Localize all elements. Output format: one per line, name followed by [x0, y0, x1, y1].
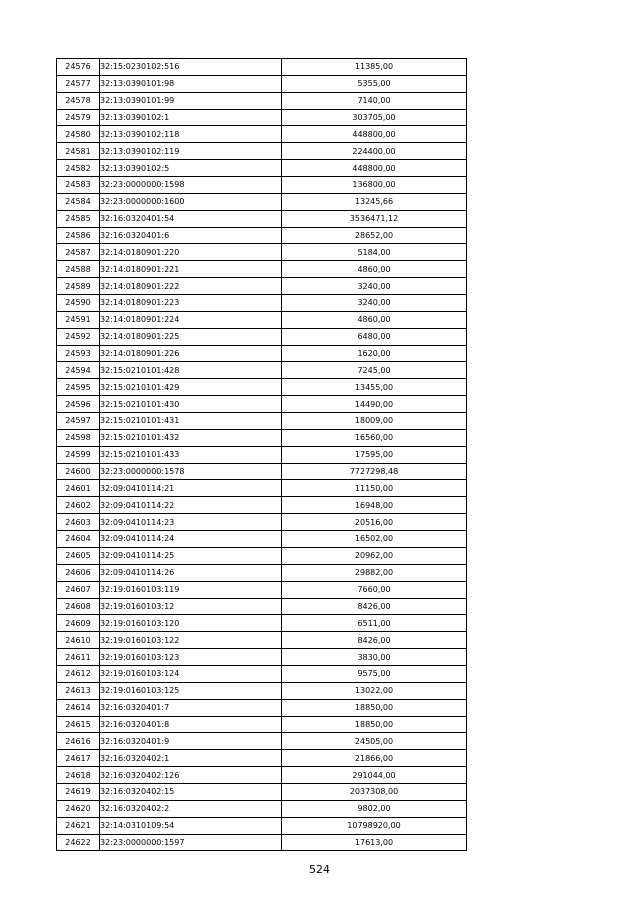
cadastral-number-cell: 32:09:0410114:21 — [100, 480, 282, 497]
table-row — [57, 767, 467, 784]
row-number-cell: 24577 — [57, 75, 100, 92]
cadastral-number-cell: 32:16:0320402:2 — [100, 800, 282, 817]
cadastral-number-cell: 32:19:0160103:12 — [100, 598, 282, 615]
cadastral-number-cell: 32:09:0410114:26 — [100, 564, 282, 581]
table-row — [57, 379, 467, 396]
table-row — [57, 109, 467, 126]
cadastral-number-cell: 32:14:0310109:54 — [100, 817, 282, 834]
cadastral-number-cell: 32:09:0410114:25 — [100, 547, 282, 564]
value-cell: 11385,00 — [282, 59, 467, 76]
row-number-cell: 24597 — [57, 413, 100, 430]
table-row — [57, 345, 467, 362]
row-number-cell: 24613 — [57, 682, 100, 699]
cadastral-number-cell: 32:19:0160103:123 — [100, 649, 282, 666]
value-cell: 24505,00 — [282, 733, 467, 750]
cadastral-number-cell: 32:15:0210101:428 — [100, 362, 282, 379]
value-cell: 16502,00 — [282, 531, 467, 548]
cadastral-number-cell: 32:15:0210101:432 — [100, 429, 282, 446]
table-row — [57, 564, 467, 581]
value-cell: 13022,00 — [282, 682, 467, 699]
value-cell: 10798920,00 — [282, 817, 467, 834]
value-cell: 303705,00 — [282, 109, 467, 126]
row-number-cell: 24610 — [57, 632, 100, 649]
table-row — [57, 92, 467, 109]
table-row — [57, 834, 467, 851]
table-row — [57, 446, 467, 463]
records-table-body — [57, 59, 467, 851]
value-cell: 3536471,12 — [282, 210, 467, 227]
table-row — [57, 649, 467, 666]
row-number-cell: 24611 — [57, 649, 100, 666]
table-row — [57, 497, 467, 514]
row-number-cell: 24617 — [57, 750, 100, 767]
table-row — [57, 750, 467, 767]
cadastral-number-cell: 32:15:0210101:430 — [100, 396, 282, 413]
value-cell: 28652,00 — [282, 227, 467, 244]
table-row — [57, 817, 467, 834]
value-cell: 6511,00 — [282, 615, 467, 632]
row-number-cell: 24600 — [57, 463, 100, 480]
value-cell: 8426,00 — [282, 598, 467, 615]
value-cell: 14490,00 — [282, 396, 467, 413]
table-row — [57, 261, 467, 278]
cadastral-number-cell: 32:19:0160103:124 — [100, 665, 282, 682]
value-cell: 5184,00 — [282, 244, 467, 261]
row-number-cell: 24584 — [57, 193, 100, 210]
row-number-cell: 24599 — [57, 446, 100, 463]
cadastral-number-cell: 32:13:0390102:119 — [100, 143, 282, 160]
row-number-cell: 24612 — [57, 665, 100, 682]
row-number-cell: 24589 — [57, 278, 100, 295]
table-row — [57, 193, 467, 210]
value-cell: 9575,00 — [282, 665, 467, 682]
value-cell: 17595,00 — [282, 446, 467, 463]
row-number-cell: 24582 — [57, 160, 100, 177]
cadastral-number-cell: 32:13:0390102:118 — [100, 126, 282, 143]
row-number-cell: 24603 — [57, 514, 100, 531]
row-number-cell: 24579 — [57, 109, 100, 126]
cadastral-number-cell: 32:14:0180901:220 — [100, 244, 282, 261]
cadastral-number-cell: 32:16:0320402:15 — [100, 783, 282, 800]
row-number-cell: 24604 — [57, 531, 100, 548]
value-cell: 1620,00 — [282, 345, 467, 362]
row-number-cell: 24602 — [57, 497, 100, 514]
cadastral-number-cell: 32:13:0390102:1 — [100, 109, 282, 126]
value-cell: 29882,00 — [282, 564, 467, 581]
value-cell: 18850,00 — [282, 699, 467, 716]
table-row — [57, 598, 467, 615]
value-cell: 18009,00 — [282, 413, 467, 430]
row-number-cell: 24598 — [57, 429, 100, 446]
value-cell: 21866,00 — [282, 750, 467, 767]
row-number-cell: 24594 — [57, 362, 100, 379]
table-row — [57, 362, 467, 379]
table-row — [57, 160, 467, 177]
cadastral-number-cell: 32:15:0210101:429 — [100, 379, 282, 396]
table-row — [57, 210, 467, 227]
row-number-cell: 24614 — [57, 699, 100, 716]
value-cell: 8426,00 — [282, 632, 467, 649]
value-cell: 7245,00 — [282, 362, 467, 379]
table-row — [57, 227, 467, 244]
table-row — [57, 699, 467, 716]
value-cell: 136800,00 — [282, 177, 467, 194]
value-cell: 20962,00 — [282, 547, 467, 564]
value-cell: 3240,00 — [282, 278, 467, 295]
value-cell: 4860,00 — [282, 311, 467, 328]
value-cell: 5355,00 — [282, 75, 467, 92]
cadastral-number-cell: 32:14:0180901:225 — [100, 328, 282, 345]
table-row — [57, 480, 467, 497]
cadastral-number-cell: 32:19:0160103:119 — [100, 581, 282, 598]
row-number-cell: 24596 — [57, 396, 100, 413]
value-cell: 7727298,48 — [282, 463, 467, 480]
value-cell: 9802,00 — [282, 800, 467, 817]
row-number-cell: 24591 — [57, 311, 100, 328]
row-number-cell: 24620 — [57, 800, 100, 817]
row-number-cell: 24618 — [57, 767, 100, 784]
table-row — [57, 733, 467, 750]
row-number-cell: 24606 — [57, 564, 100, 581]
value-cell: 6480,00 — [282, 328, 467, 345]
value-cell: 291044,00 — [282, 767, 467, 784]
cadastral-number-cell: 32:23:0000000:1598 — [100, 177, 282, 194]
cadastral-number-cell: 32:16:0320401:9 — [100, 733, 282, 750]
value-cell: 3830,00 — [282, 649, 467, 666]
table-row — [57, 531, 467, 548]
value-cell: 17613,00 — [282, 834, 467, 851]
table-row — [57, 783, 467, 800]
table-row — [57, 126, 467, 143]
row-number-cell: 24580 — [57, 126, 100, 143]
value-cell: 448800,00 — [282, 126, 467, 143]
value-cell: 2037308,00 — [282, 783, 467, 800]
row-number-cell: 24583 — [57, 177, 100, 194]
value-cell: 13245,66 — [282, 193, 467, 210]
table-row — [57, 143, 467, 160]
value-cell: 448800,00 — [282, 160, 467, 177]
table-row — [57, 632, 467, 649]
cadastral-number-cell: 32:16:0320402:126 — [100, 767, 282, 784]
table-row — [57, 716, 467, 733]
table-row — [57, 396, 467, 413]
cadastral-number-cell: 32:15:0230102:516 — [100, 59, 282, 76]
cadastral-number-cell: 32:13:0390101:99 — [100, 92, 282, 109]
table-row — [57, 278, 467, 295]
cadastral-number-cell: 32:19:0160103:122 — [100, 632, 282, 649]
table-row — [57, 665, 467, 682]
cadastral-number-cell: 32:15:0210101:433 — [100, 446, 282, 463]
row-number-cell: 24587 — [57, 244, 100, 261]
table-row — [57, 59, 467, 76]
cadastral-number-cell: 32:15:0210101:431 — [100, 413, 282, 430]
table-row — [57, 413, 467, 430]
row-number-cell: 24592 — [57, 328, 100, 345]
cadastral-number-cell: 32:14:0180901:224 — [100, 311, 282, 328]
table-row — [57, 547, 467, 564]
page-number: 524 — [309, 863, 330, 876]
row-number-cell: 24622 — [57, 834, 100, 851]
cadastral-number-cell: 32:13:0390101:98 — [100, 75, 282, 92]
cadastral-number-cell: 32:16:0320401:54 — [100, 210, 282, 227]
value-cell: 3240,00 — [282, 295, 467, 312]
table-row — [57, 463, 467, 480]
cadastral-number-cell: 32:14:0180901:226 — [100, 345, 282, 362]
row-number-cell: 24609 — [57, 615, 100, 632]
table-row — [57, 581, 467, 598]
value-cell: 20516,00 — [282, 514, 467, 531]
value-cell: 13455,00 — [282, 379, 467, 396]
row-number-cell: 24601 — [57, 480, 100, 497]
cadastral-number-cell: 32:19:0160103:120 — [100, 615, 282, 632]
cadastral-number-cell: 32:23:0000000:1600 — [100, 193, 282, 210]
value-cell: 4860,00 — [282, 261, 467, 278]
value-cell: 7140,00 — [282, 92, 467, 109]
cadastral-number-cell: 32:14:0180901:222 — [100, 278, 282, 295]
row-number-cell: 24619 — [57, 783, 100, 800]
value-cell: 18850,00 — [282, 716, 467, 733]
cadastral-number-cell: 32:16:0320401:7 — [100, 699, 282, 716]
row-number-cell: 24607 — [57, 581, 100, 598]
cadastral-number-cell: 32:16:0320401:6 — [100, 227, 282, 244]
table-row — [57, 244, 467, 261]
table-row — [57, 328, 467, 345]
row-number-cell: 24608 — [57, 598, 100, 615]
cadastral-number-cell: 32:09:0410114:22 — [100, 497, 282, 514]
value-cell: 7660,00 — [282, 581, 467, 598]
table-row — [57, 514, 467, 531]
cadastral-number-cell: 32:09:0410114:24 — [100, 531, 282, 548]
row-number-cell: 24621 — [57, 817, 100, 834]
table-row — [57, 311, 467, 328]
table-row — [57, 800, 467, 817]
row-number-cell: 24615 — [57, 716, 100, 733]
row-number-cell: 24588 — [57, 261, 100, 278]
table-row — [57, 682, 467, 699]
row-number-cell: 24585 — [57, 210, 100, 227]
value-cell: 11150,00 — [282, 480, 467, 497]
row-number-cell: 24593 — [57, 345, 100, 362]
value-cell: 224400,00 — [282, 143, 467, 160]
cadastral-number-cell: 32:13:0390102:5 — [100, 160, 282, 177]
table-row — [57, 615, 467, 632]
cadastral-number-cell: 32:19:0160103:125 — [100, 682, 282, 699]
row-number-cell: 24576 — [57, 59, 100, 76]
row-number-cell: 24590 — [57, 295, 100, 312]
table-row — [57, 429, 467, 446]
cadastral-number-cell: 32:14:0180901:223 — [100, 295, 282, 312]
table-row — [57, 75, 467, 92]
records-table — [56, 58, 467, 851]
cadastral-number-cell: 32:23:0000000:1597 — [100, 834, 282, 851]
row-number-cell: 24595 — [57, 379, 100, 396]
cadastral-number-cell: 32:09:0410114:23 — [100, 514, 282, 531]
row-number-cell: 24605 — [57, 547, 100, 564]
cadastral-number-cell: 32:16:0320401:8 — [100, 716, 282, 733]
row-number-cell: 24581 — [57, 143, 100, 160]
row-number-cell: 24578 — [57, 92, 100, 109]
table-row — [57, 177, 467, 194]
value-cell: 16560,00 — [282, 429, 467, 446]
table-row — [57, 295, 467, 312]
row-number-cell: 24616 — [57, 733, 100, 750]
cadastral-number-cell: 32:16:0320402:1 — [100, 750, 282, 767]
value-cell: 16948,00 — [282, 497, 467, 514]
row-number-cell: 24586 — [57, 227, 100, 244]
cadastral-number-cell: 32:14:0180901:221 — [100, 261, 282, 278]
cadastral-number-cell: 32:23:0000000:1578 — [100, 463, 282, 480]
